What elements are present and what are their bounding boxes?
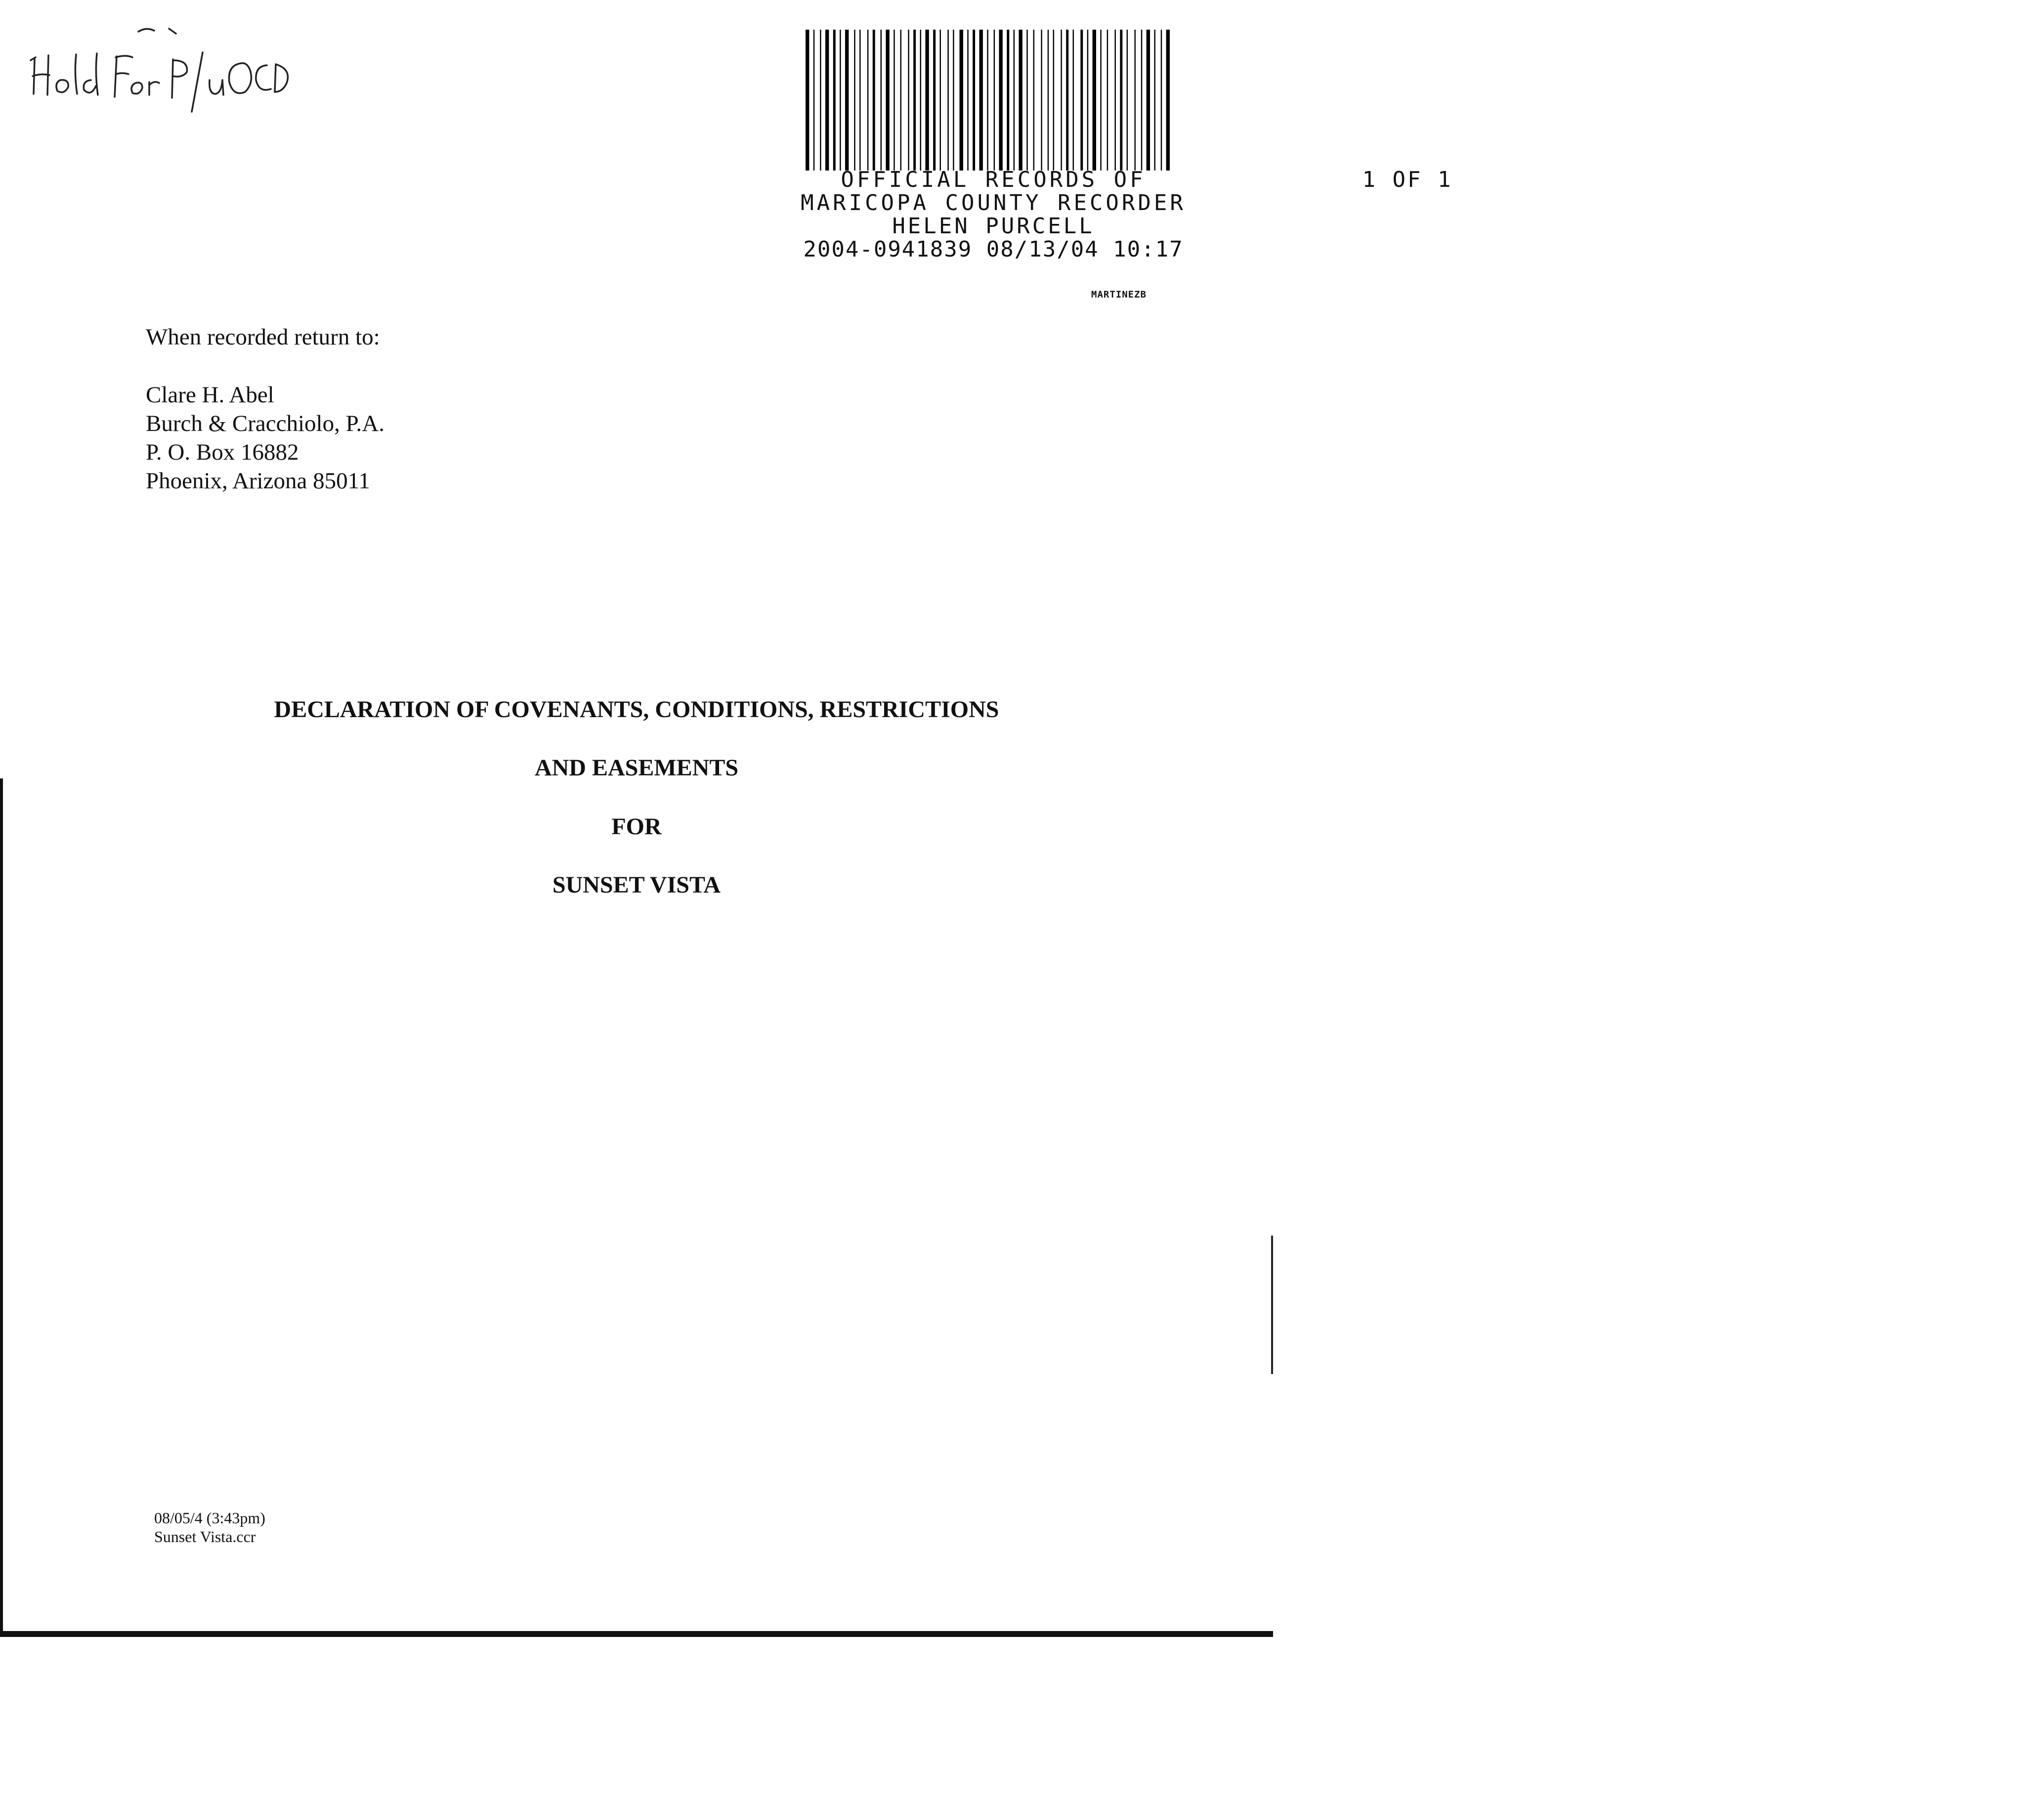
barcode-bar (994, 30, 995, 171)
stamp-line-page-count: 1 OF 1 (1362, 167, 1453, 192)
barcode-bar (1161, 30, 1162, 171)
barcode-bar (1007, 30, 1009, 171)
barcode-bar (1073, 30, 1074, 171)
barcode-bar (1134, 30, 1135, 171)
stamp-clerk: MARTINEZB (1091, 289, 1147, 300)
barcode-bar (947, 30, 948, 171)
barcode-bar (908, 30, 909, 171)
barcode (806, 30, 1171, 171)
barcode-bar (953, 30, 954, 171)
barcode-bar (925, 30, 929, 171)
barcode-bar (1033, 30, 1034, 171)
barcode-bar (845, 30, 849, 171)
barcode-bar (886, 30, 889, 171)
barcode-bar (913, 30, 916, 171)
barcode-bar (825, 30, 829, 171)
barcode-bar (973, 30, 975, 171)
barcode-bar (1107, 30, 1108, 171)
return-address (146, 381, 384, 495)
barcode-bar (1026, 30, 1027, 171)
barcode-bar (1048, 30, 1049, 171)
footer-filename: Sunset Vista.ccr (154, 1528, 256, 1546)
return-city: Phoenix, Arizona 85011 (146, 468, 370, 494)
barcode-bar (1080, 30, 1083, 171)
barcode-bar (920, 30, 921, 171)
barcode-bar (1154, 30, 1155, 171)
barcode-bar (900, 30, 901, 171)
barcode-bar (1127, 30, 1128, 171)
document-title-line-4: SUNSET VISTA (552, 872, 721, 898)
barcode-bar (1093, 30, 1096, 171)
barcode-bar (1120, 30, 1122, 171)
stamp-line-recorder-name: HELEN PURCELL (892, 214, 1095, 239)
document-title-line-2: AND EASEMENTS (534, 755, 739, 781)
return-firm: Burch & Cracchiolo, P.A. (146, 411, 384, 436)
barcode-bar (840, 30, 841, 171)
barcode-bar (806, 30, 809, 171)
barcode-bar (1041, 30, 1042, 171)
barcode-bar (1066, 30, 1068, 171)
footer-date: 08/05/4 (3:43pm) (154, 1509, 265, 1527)
stamp-line-official: OFFICIAL RECORDS OF (841, 167, 1146, 192)
footer (154, 1508, 265, 1546)
document-title-line-1: DECLARATION OF COVENANTS, CONDITIONS, RESTRICTIONS (274, 696, 999, 723)
barcode-bar (1061, 30, 1062, 171)
barcode-bar (1166, 30, 1170, 171)
barcode-bar (1114, 30, 1115, 171)
return-name: Clare H. Abel (146, 382, 274, 408)
scan-edge-left (0, 778, 3, 1637)
barcode-bar (987, 30, 988, 171)
return-po-box: P. O. Box 16882 (146, 439, 299, 465)
barcode-bar (813, 30, 814, 171)
barcode-bar (967, 30, 968, 171)
return-to-label: When recorded return to: (146, 324, 380, 350)
barcode-bar (979, 30, 982, 171)
stamp-line-county: MARICOPA COUNTY RECORDER (801, 190, 1186, 215)
barcode-bar (999, 30, 1002, 171)
barcode-bar (1014, 30, 1015, 171)
barcode-bar (859, 30, 860, 171)
barcode-bar (1019, 30, 1022, 171)
recorder-stamp (771, 167, 1453, 262)
stamp-line-document-number: 2004-0941839 08/13/04 10:17 (803, 237, 1184, 262)
barcode-bar (960, 30, 963, 171)
document-title-line-3: FOR (611, 814, 662, 840)
barcode-bar (854, 30, 855, 171)
barcode-bar (820, 30, 821, 171)
barcode-bar (1087, 30, 1088, 171)
barcode-bar (1053, 30, 1054, 171)
barcode-bar (1147, 30, 1150, 171)
barcode-bar (873, 30, 875, 171)
handwritten-note (25, 25, 282, 114)
barcode-bar (833, 30, 836, 171)
barcode-bar (933, 30, 936, 171)
barcode-bar (1141, 30, 1142, 171)
barcode-bar (881, 30, 882, 171)
barcode-bar (867, 30, 868, 171)
barcode-bar (1100, 30, 1101, 171)
barcode-bar (940, 30, 941, 171)
